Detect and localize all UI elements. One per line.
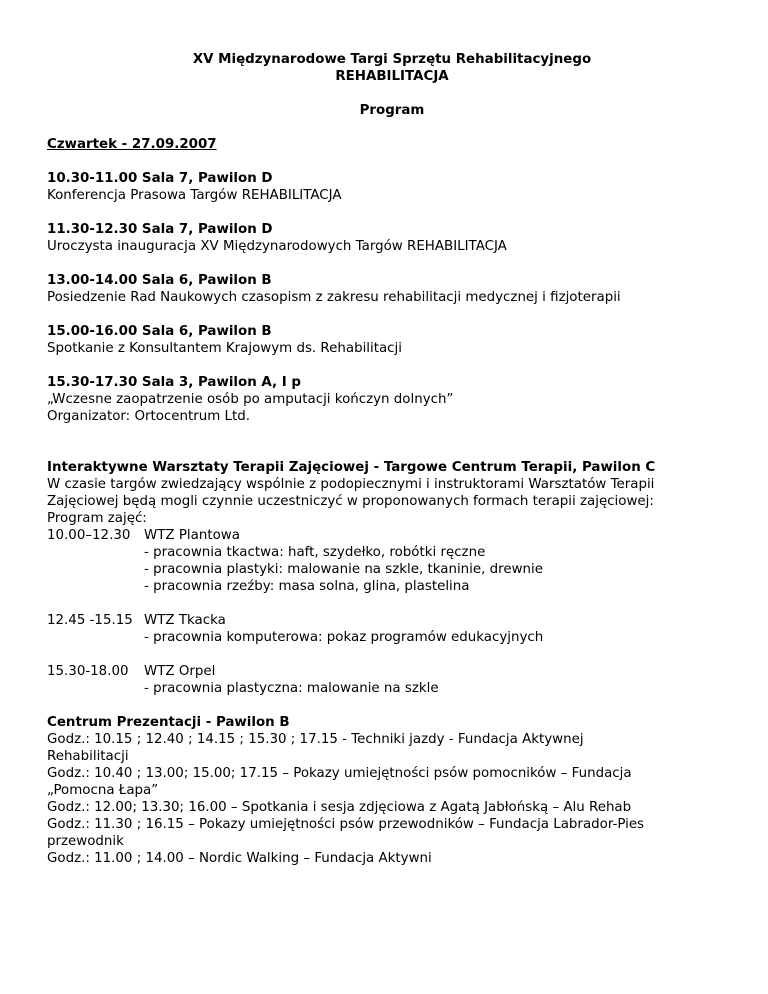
event-heading: 15.30-17.30 Sala 3, Pawilon A, I p: [47, 375, 301, 390]
event-description: Posiedzenie Rad Naukowych czasopism z zakresu rehabilitacji medycznej i fizjoterapii: [47, 290, 621, 305]
presentations-list: [47, 731, 737, 867]
document-page: [47, 51, 737, 867]
event-description: Uroczysta inauguracja XV Międzynarodowych Targów REHABILITACJA: [47, 239, 507, 254]
presentation-line: Godz.: 11.30 ; 16.15 – Pokazy umiejętności psów przewodników – Fundacja Labrador-Pies: [47, 817, 645, 832]
slot-activity: - pracownia plastyczna: malowanie na szkle: [144, 681, 439, 696]
event-item: [47, 374, 737, 425]
workshop-slot: [47, 527, 737, 595]
workshops-heading: Interaktywne Warsztaty Terapii Zajęciowej - Targowe Centrum Terapii, Pawilon C: [47, 460, 656, 475]
event-description: „Wczesne zaopatrzenie osób po amputacji kończyn dolnych”: [47, 392, 454, 407]
presentation-line: Rehabilitacji: [47, 749, 129, 764]
slot-time: 15.30-18.00: [47, 664, 129, 679]
workshops-intro-2: Zajęciowej będą mogli czynnie uczestniczyć w proponowanych formach terapii zajęciowej:: [47, 494, 654, 509]
event-description: Organizator: Ortocentrum Ltd.: [47, 409, 251, 424]
presentation-line: Godz.: 11.00 ; 14.00 – Nordic Walking – Fundacja Aktywni: [47, 851, 432, 866]
slot-activity: - pracownia komputerowa: pokaz programów edukacyjnych: [144, 630, 544, 645]
slot-activity: - pracownia rzeźby: masa solna, glina, plastelina: [144, 579, 470, 594]
slot-activity: - pracownia tkactwa: haft, szydełko, robótki ręczne: [144, 545, 486, 560]
event-heading: 10.30-11.00 Sala 7, Pawilon D: [47, 171, 273, 186]
event-description: Spotkanie z Konsultantem Krajowym ds. Rehabilitacji: [47, 341, 402, 356]
workshop-slot: [47, 612, 737, 646]
slot-time: 12.45 -15.15: [47, 613, 133, 628]
slot-name: WTZ Plantowa: [144, 528, 240, 543]
presentation-line: „Pomocna Łapa”: [47, 783, 159, 798]
presentations-section: [47, 714, 737, 867]
event-heading: 15.00-16.00 Sala 6, Pawilon B: [47, 324, 272, 339]
workshop-slots: [47, 527, 737, 697]
events-list: [47, 170, 737, 425]
event-description: Konferencja Prasowa Targów REHABILITACJA: [47, 188, 342, 203]
event-item: [47, 221, 737, 255]
event-item: [47, 272, 737, 306]
slot-name: WTZ Orpel: [144, 664, 216, 679]
program-heading: Program: [359, 103, 425, 118]
day-heading: Czwartek - 27.09.2007: [47, 137, 217, 152]
event-heading: 11.30-12.30 Sala 7, Pawilon D: [47, 222, 273, 237]
event-heading: 13.00-14.00 Sala 6, Pawilon B: [47, 273, 272, 288]
slot-time: 10.00–12.30: [47, 528, 131, 543]
slot-activity: - pracownia plastyki: malowanie na szkle, tkaninie, drewnie: [144, 562, 543, 577]
document-title: XV Międzynarodowe Targi Sprzętu Rehabilitacyjnego: [192, 52, 592, 67]
workshops-intro-1: W czasie targów zwiedzający wspólnie z podopiecznymi i instruktorami Warsztatów Terapii: [47, 477, 655, 492]
event-item: [47, 170, 737, 204]
presentation-line: Godz.: 12.00; 13.30; 16.00 – Spotkania i sesja zdjęciowa z Agatą Jabłońską – Alu Rehab: [47, 800, 632, 815]
presentation-line: przewodnik: [47, 834, 124, 849]
workshops-intro-3: Program zajęć:: [47, 511, 147, 526]
presentation-line: Godz.: 10.15 ; 12.40 ; 14.15 ; 15.30 ; 17.15 - Techniki jazdy - Fundacja Aktywnej: [47, 732, 584, 747]
event-item: [47, 323, 737, 357]
slot-name: WTZ Tkacka: [144, 613, 226, 628]
presentation-line: Godz.: 10.40 ; 13.00; 15.00; 17.15 – Pokazy umiejętności psów pomocników – Fundacja: [47, 766, 632, 781]
document-subtitle: REHABILITACJA: [335, 69, 449, 84]
workshop-slot: [47, 663, 737, 697]
presentations-heading: Centrum Prezentacji - Pawilon B: [47, 715, 290, 730]
workshops-section: [47, 459, 737, 697]
